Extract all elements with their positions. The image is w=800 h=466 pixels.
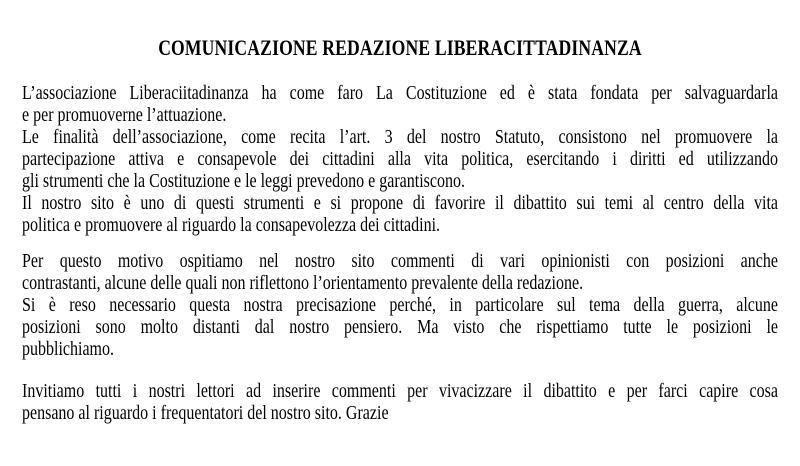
paragraph <box>22 82 778 126</box>
paragraph-block <box>22 250 778 360</box>
text-line: posizioni sono molto distanti dal nostro pensiero. Ma visto che rispettiamo tutte le posizioni le <box>22 316 778 338</box>
text-line: gli strumenti che la Costituzione e le leggi prevedono e garantiscono. <box>22 170 465 192</box>
paragraph-block <box>22 380 778 424</box>
paragraph <box>22 192 778 236</box>
text-line: e per promuoverne l’attuazione. <box>22 104 227 126</box>
text-line: partecipazione attiva e consapevole dei cittadini alla vita politica, esercitando i diritti ed utilizzando <box>22 148 778 170</box>
text-line: Invitiamo tutti i nostri lettori ad inserire commenti per vivacizzare il dibattito e per farci capire cosa <box>22 380 778 402</box>
text-line: pensano al riguardo i frequentatori del nostro sito. Grazie <box>22 402 389 424</box>
text-line: L’associazione Liberaciitadinanza ha come faro La Costituzione ed è stata fondata per salvaguardarla <box>22 82 778 104</box>
document-body <box>22 82 778 424</box>
document-title: COMUNICAZIONE REDAZIONE LIBERACITTADINANZA <box>158 35 642 60</box>
text-line: politica e promuovere al riguardo la consapevolezza dei cittadini. <box>22 214 441 236</box>
paragraph-block <box>22 82 778 236</box>
paragraph <box>22 380 778 424</box>
paragraph <box>22 126 778 192</box>
paragraph <box>22 250 778 294</box>
text-line: Per questo motivo ospitiamo nel nostro sito commenti di vari opinionisti con posizioni anche <box>22 250 778 272</box>
document-content <box>22 36 778 424</box>
text-line: Il nostro sito è uno di questi strumenti e si propone di favorire il dibattito sui temi al centro della vita <box>22 192 778 214</box>
text-line: Le finalità dell’associazione, come recita l’art. 3 del nostro Statuto, consistono nel promuovere la <box>22 126 778 148</box>
paragraph <box>22 294 778 360</box>
text-line: Si è reso necessario questa nostra precisazione perché, in particolare sul tema della guerra, alcune <box>22 294 778 316</box>
text-line: pubblichiamo. <box>22 338 114 360</box>
text-line: contrastanti, alcune delle quali non riflettono l’orientamento prevalente della redazione. <box>22 272 584 294</box>
